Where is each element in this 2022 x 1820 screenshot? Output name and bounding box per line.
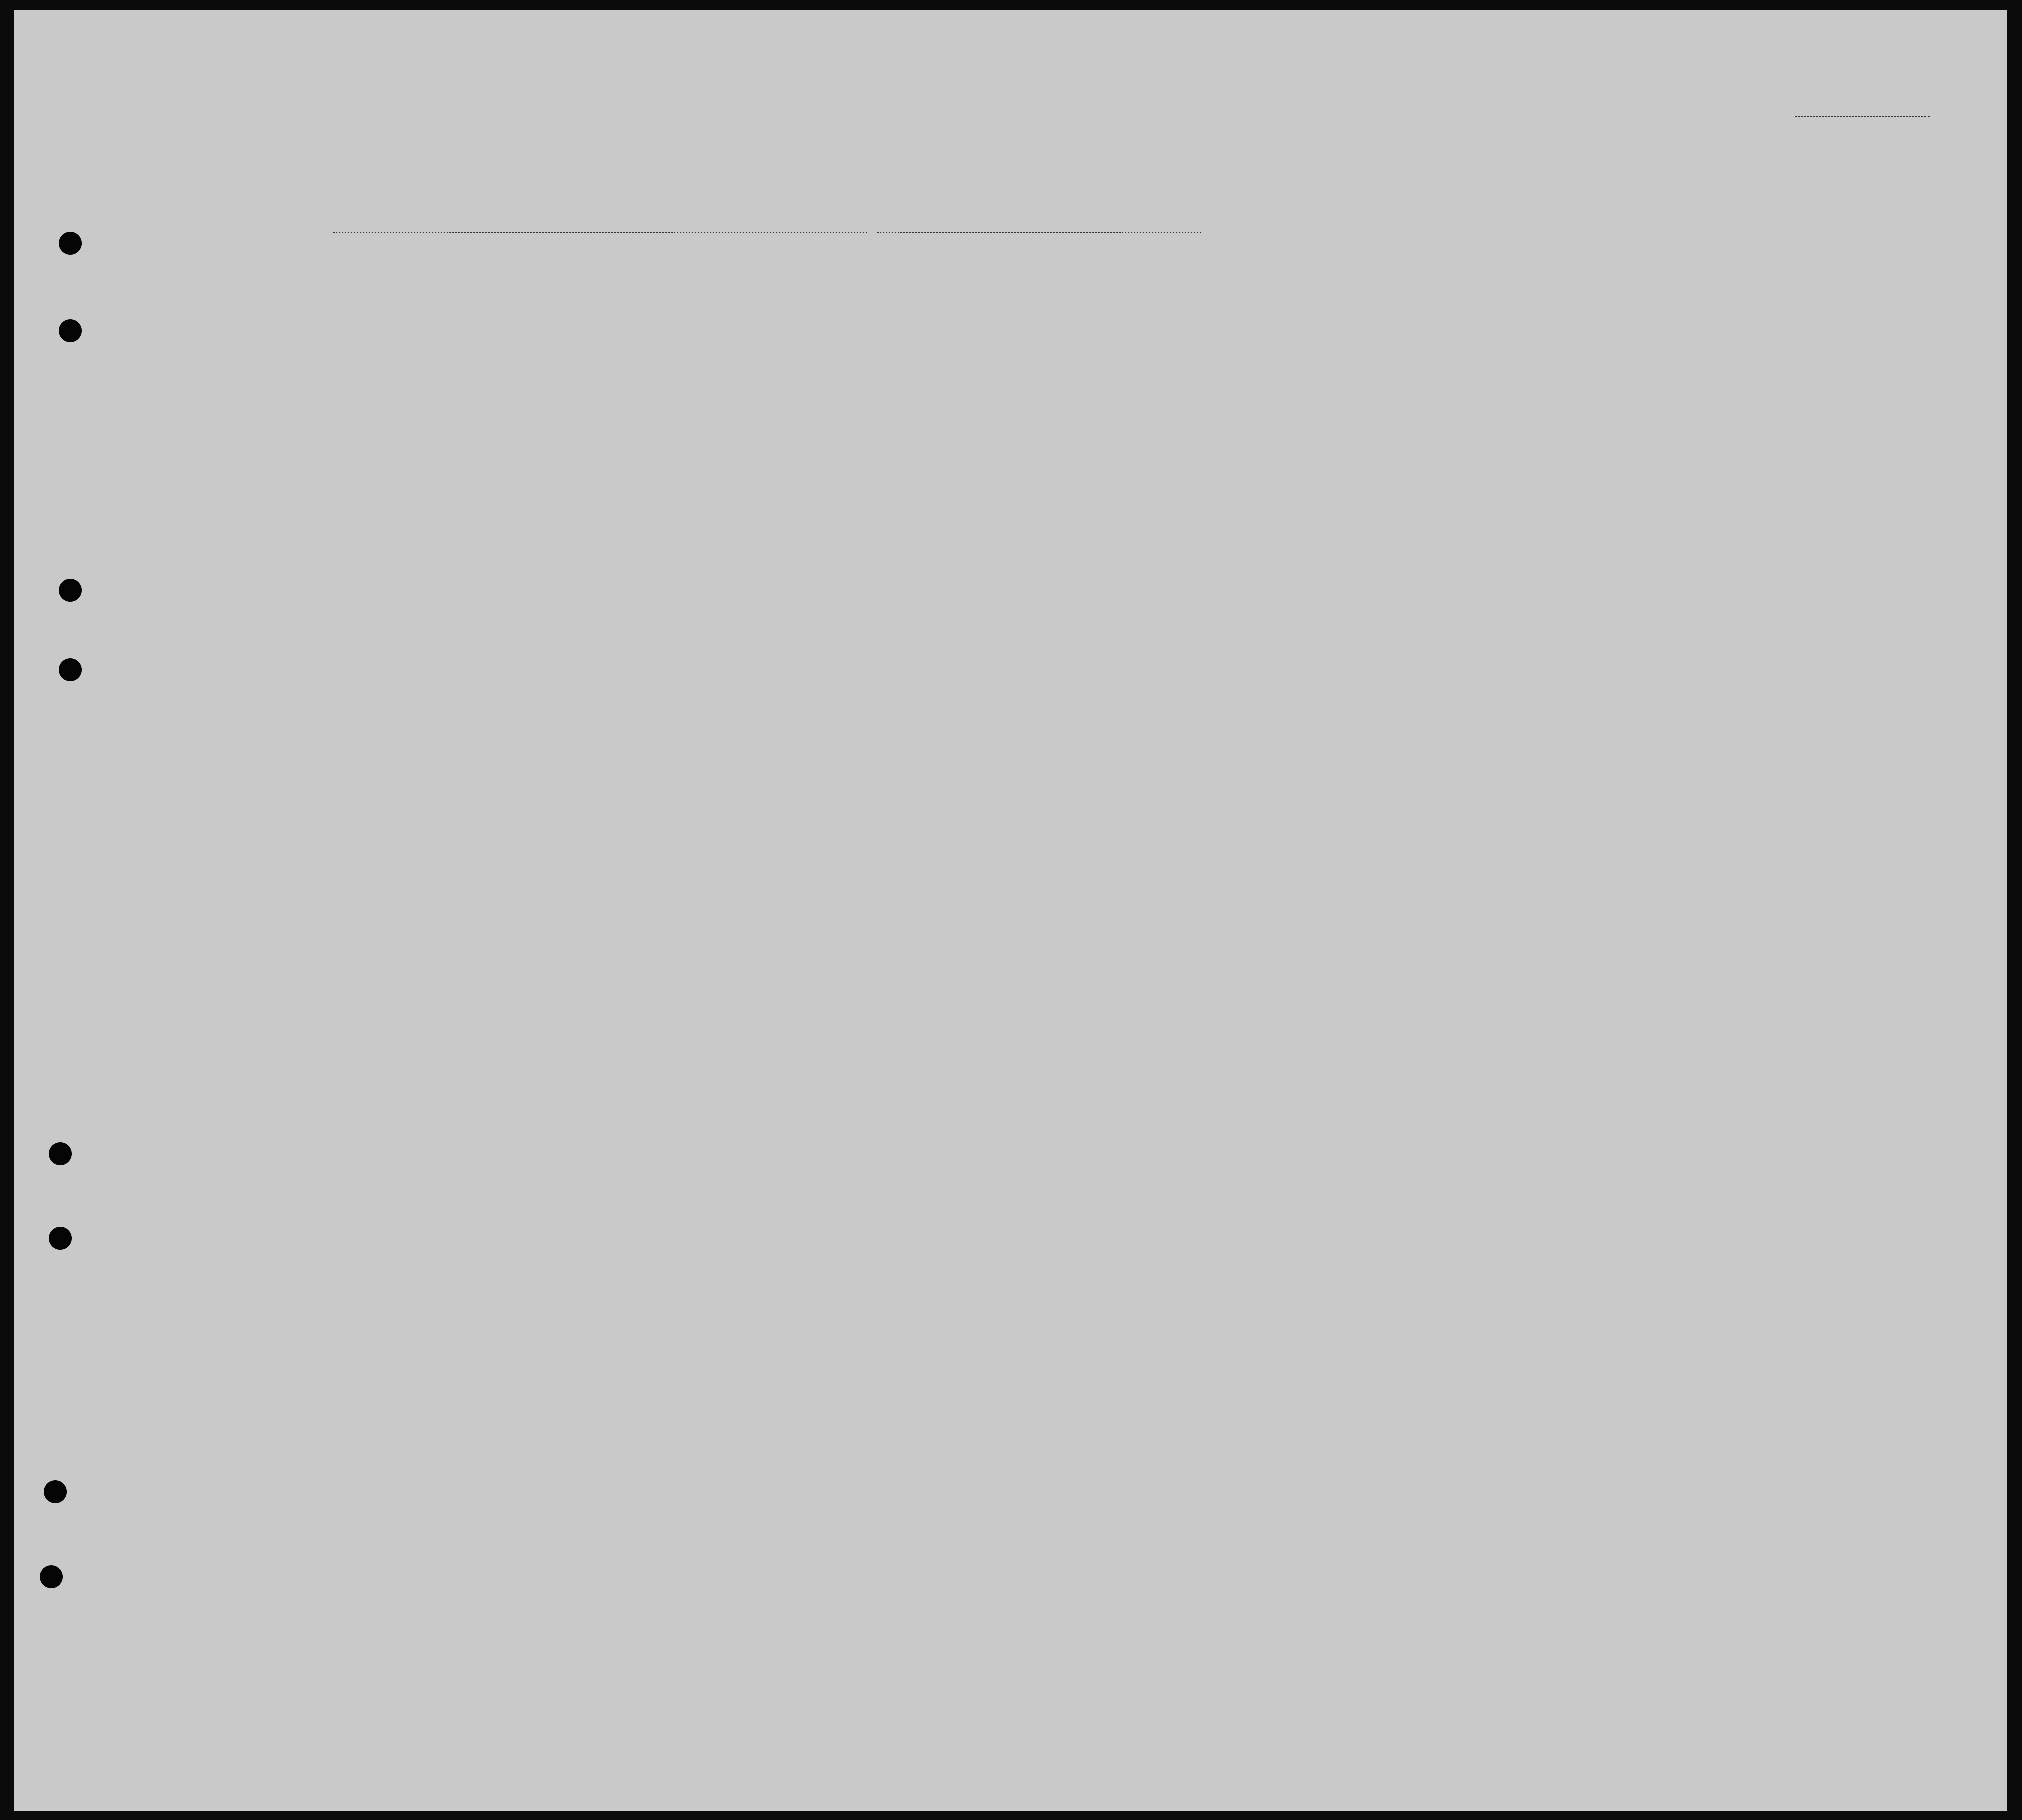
header-possession-50 [712, 314, 737, 434]
header-anarchist [1369, 314, 1388, 439]
date-line [877, 232, 1201, 233]
form-grid-lines [14, 10, 2007, 1811]
header-excluded [1488, 314, 1509, 439]
header-arrested [1512, 314, 1534, 439]
punch-hole [59, 658, 82, 681]
header-purpose-citizen [1263, 339, 1293, 439]
punch-hole [49, 1142, 72, 1165]
header-question-28 [1391, 314, 1446, 439]
header-purpose-return [1185, 339, 1218, 439]
punch-hole [59, 579, 82, 602]
header-feet [1661, 409, 1676, 449]
punch-hole [40, 1565, 63, 1588]
punch-hole [49, 1227, 72, 1250]
header-offer-to-labor [1450, 314, 1486, 439]
header-ticket [583, 314, 608, 434]
manifest-sheet [14, 10, 2007, 1811]
port-line [333, 232, 867, 233]
punch-hole [59, 319, 82, 342]
header-prison [1300, 314, 1340, 439]
punch-hole [59, 232, 82, 255]
list-number-line [1795, 116, 1930, 117]
header-polygamist [1346, 314, 1365, 439]
header-purpose-length [1225, 339, 1258, 439]
header-inches [1681, 409, 1696, 449]
punch-hole [44, 1480, 67, 1503]
